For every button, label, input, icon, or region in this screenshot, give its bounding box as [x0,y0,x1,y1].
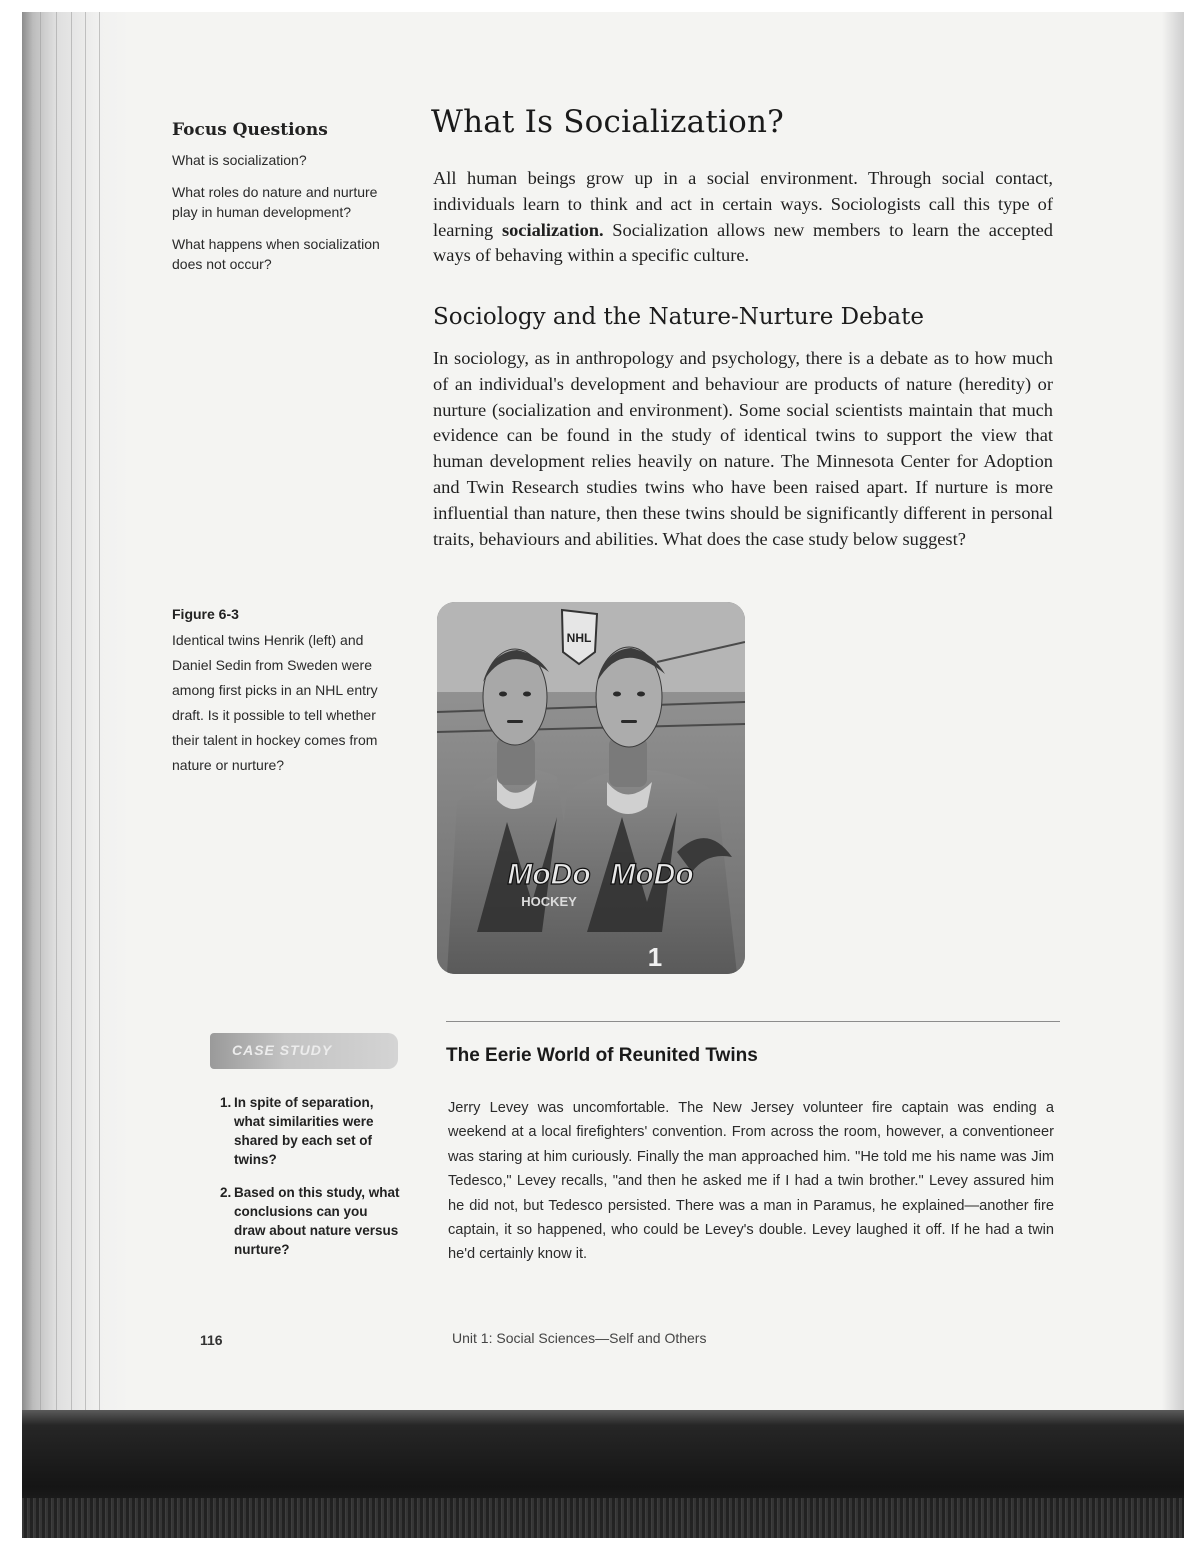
jersey-logo-text: MoDo [507,858,591,891]
intro-paragraph [433,166,1053,269]
twins-photo [437,602,745,974]
figure-label: Figure 6-3 [172,606,239,622]
focus-question: What is socialization? [172,152,307,168]
intro-text-before: All human beings grow up in a social environment. Through social contact, individuals learn to think and act in certain ways. Sociologists call this type of learning [433,168,1053,240]
book-binding-shadow [22,12,132,1412]
case-question [220,1183,400,1259]
focus-question: What happens when socialization does not occur? [172,236,380,272]
focus-questions-list [172,150,392,286]
key-term-socialization: socialization. [501,219,604,240]
case-question-text: In spite of separation, what similarities were shared by each set of twins? [234,1095,374,1167]
twins-photo-illustration [437,602,745,974]
case-question-number: 1. [220,1095,232,1110]
case-question-number: 2. [220,1185,232,1200]
jersey-number: 1 [647,942,663,972]
case-study-body: Jerry Levey was uncomfortable. The New Jersey volunteer fire captain was ending a weekend at a local firefighters' convention. From across the room, however, a conventioneer was staring at him curiously. Finally the man approached him. "He told me his name was Jim Tedesco," Levey recalls, "and then he asked me if I had a twin brother." Levey assured him he did not, but Tedesco persisted. There was a man in Paramus, he explained—another fire captain, it so happened, who could be Levey's double. Levey laughed it off. If he had a twin he'd certainly know it. [448,1100,1054,1263]
focus-questions-title: Focus Questions [172,120,328,140]
scan-bottom-shadow [22,1410,1184,1538]
jersey-logo-text: MoDo [610,858,694,891]
case-study-questions [220,1093,400,1273]
case-study-title: The Eerie World of Reunited Twins [446,1045,758,1066]
focus-question: What roles do nature and nurture play in human development? [172,184,378,220]
section-heading: Sociology and the Nature-Nurture Debate [433,304,924,330]
case-study-banner [210,1033,398,1069]
debate-paragraph: In sociology, as in anthropology and psychology, there is a debate as to how much of an individual's development and behaviour are products of nature (heredity) or nurture (socialization and environment). Some social scientists maintain that much evidence can be found in the study of identical twins to support the view that human development relies heavily on nature. The Minnesota Center for Adoption and Twin Research studies twins who have been raised apart. If nurture is more influential than nature, then these twins should be significantly different in personal traits, behaviours and abilities. What does the case study below suggest? [433,348,1053,549]
page-number: 116 [200,1332,223,1348]
figure-caption: Identical twins Henrik (left) and Daniel Sedin from Sweden were among first picks in an NHL entry draft. Is it possible to tell whether their talent in hockey comes from nature or nurture? [172,632,378,773]
case-study-banner-label: CASE STUDY [232,1042,333,1058]
running-footer: Unit 1: Social Sciences—Self and Others [452,1330,707,1346]
section-divider [446,1021,1060,1022]
jersey-subtext: HOCKEY [521,894,577,909]
case-question [220,1093,400,1169]
intro-text-after: Socialization allows new members to learn the accepted ways of behaving within a specific culture. [433,219,1054,266]
page-edge-shadow [1162,12,1184,1412]
nhl-logo-text: NHL [566,631,592,645]
case-question-text: Based on this study, what conclusions can you draw about nature versus nurture? [234,1185,400,1257]
page-title: What Is Socialization? [431,104,784,140]
